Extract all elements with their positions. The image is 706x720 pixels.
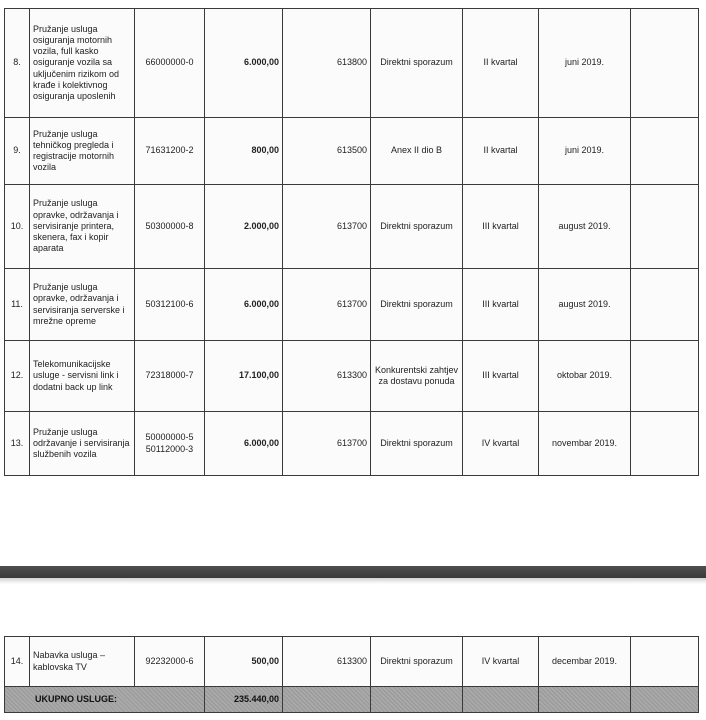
procurement-procedure: Anex II dio B (371, 118, 463, 185)
planned-date: decembar 2019. (539, 637, 631, 687)
services-table-bottom (4, 636, 699, 713)
page-break-bar (0, 566, 706, 578)
procurement-procedure: Direktni sporazum (371, 185, 463, 269)
table-row (5, 637, 699, 687)
budget-account: 613700 (283, 412, 371, 476)
page-break-shadow (0, 578, 706, 584)
empty-cell (463, 687, 539, 713)
row-number: 13. (5, 412, 30, 476)
budget-account: 613700 (283, 269, 371, 341)
procurement-procedure: Konkurentski zahtjev za dostavu ponuda (371, 341, 463, 412)
estimated-amount: 500,00 (205, 637, 283, 687)
service-description: Pružanje usluga održavanje i servisiranja službenih vozila (30, 412, 135, 476)
service-description: Pružanje usluga osiguranja motornih vozila, full kasko osiguranje vozila sa uključenim rizikom od krađe i kolektivnog osiguranja uposlenih (30, 9, 135, 118)
services-table-top (4, 8, 699, 476)
estimated-amount: 800,00 (205, 118, 283, 185)
planned-date: oktobar 2019. (539, 341, 631, 412)
planned-date: juni 2019. (539, 9, 631, 118)
table-row (5, 269, 699, 341)
cpv-code: 72318000-7 (135, 341, 205, 412)
budget-account: 613300 (283, 341, 371, 412)
empty-cell (631, 687, 699, 713)
empty-cell (371, 687, 463, 713)
procurement-procedure: Direktni sporazum (371, 412, 463, 476)
service-description: Nabavka usluga – kablovska TV (30, 637, 135, 687)
quarter: III kvartal (463, 269, 539, 341)
service-description: Pružanje usluga tehničkog pregleda i registracije motornih vozila (30, 118, 135, 185)
budget-account: 613700 (283, 185, 371, 269)
estimated-amount: 2.000,00 (205, 185, 283, 269)
planned-date: juni 2019. (539, 118, 631, 185)
procurement-procedure: Direktni sporazum (371, 269, 463, 341)
quarter: IV kvartal (463, 412, 539, 476)
quarter: III kvartal (463, 185, 539, 269)
row-number: 12. (5, 341, 30, 412)
cpv-code: 50300000-8 (135, 185, 205, 269)
service-description: Pružanje usluga opravke, održavanja i servisiranje printera, skenera, fax i kopir aparata (30, 185, 135, 269)
estimated-amount: 17.100,00 (205, 341, 283, 412)
procurement-procedure: Direktni sporazum (371, 637, 463, 687)
empty-cell (631, 118, 699, 185)
quarter: II kvartal (463, 118, 539, 185)
service-description: Telekomunikacijske usluge - servisni link i dodatni back up link (30, 341, 135, 412)
procurement-procedure: Direktni sporazum (371, 9, 463, 118)
cpv-code: 71631200-2 (135, 118, 205, 185)
quarter: III kvartal (463, 341, 539, 412)
quarter: II kvartal (463, 9, 539, 118)
empty-cell (631, 637, 699, 687)
row-number: 14. (5, 637, 30, 687)
empty-cell (283, 687, 371, 713)
estimated-amount: 6.000,00 (205, 412, 283, 476)
empty-cell (631, 9, 699, 118)
empty-cell (631, 269, 699, 341)
budget-account: 613500 (283, 118, 371, 185)
row-number: 10. (5, 185, 30, 269)
row-number: 8. (5, 9, 30, 118)
planned-date: august 2019. (539, 269, 631, 341)
quarter: IV kvartal (463, 637, 539, 687)
empty-cell (631, 185, 699, 269)
empty-cell (539, 687, 631, 713)
cpv-code: 92232000-6 (135, 637, 205, 687)
cpv-code: 66000000-0 (135, 9, 205, 118)
service-description: Pružanje usluga opravke, održavanja i servisiranja serverske i mrežne opreme (30, 269, 135, 341)
budget-account: 613800 (283, 9, 371, 118)
cpv-code: 50312100-6 (135, 269, 205, 341)
cpv-code: 50000000-5 50112000-3 (135, 412, 205, 476)
table-row (5, 118, 699, 185)
total-row (5, 687, 699, 713)
estimated-amount: 6.000,00 (205, 9, 283, 118)
table-row (5, 185, 699, 269)
table-row (5, 412, 699, 476)
total-amount: 235.440,00 (205, 687, 283, 713)
row-number: 9. (5, 118, 30, 185)
row-number: 11. (5, 269, 30, 341)
planned-date: novembar 2019. (539, 412, 631, 476)
total-label: UKUPNO USLUGE: (5, 687, 205, 713)
empty-cell (631, 341, 699, 412)
table-row (5, 341, 699, 412)
planned-date: august 2019. (539, 185, 631, 269)
budget-account: 613300 (283, 637, 371, 687)
table-row (5, 9, 699, 118)
empty-cell (631, 412, 699, 476)
estimated-amount: 6.000,00 (205, 269, 283, 341)
